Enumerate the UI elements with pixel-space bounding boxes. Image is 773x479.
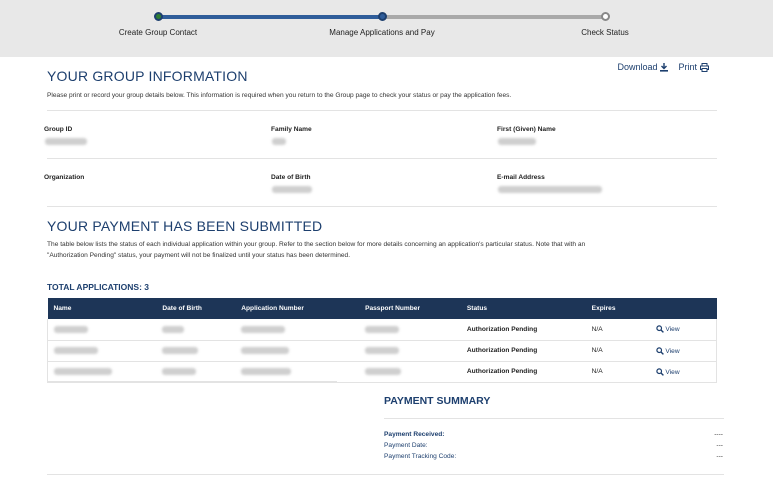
search-icon [656, 347, 664, 355]
divider [47, 474, 724, 475]
download-link[interactable] [617, 62, 668, 72]
column-header-passport-number: Passport Number [359, 298, 461, 319]
column-header-application-number: Application Number [235, 298, 359, 319]
applicant-name-redacted [48, 361, 157, 382]
application-expires: N/A [586, 361, 650, 382]
applicant-dob-redacted [156, 361, 235, 382]
application-number-redacted [235, 340, 359, 361]
view-application-link[interactable] [650, 319, 717, 340]
step-3-marker [601, 12, 610, 21]
first-name-label: First (Given) Name [497, 126, 556, 133]
step-1-marker [154, 12, 163, 21]
download-label: Download [617, 62, 658, 72]
payment-received-label: Payment Received: [384, 431, 445, 438]
table-row [48, 319, 717, 340]
step-label-create-group-contact: Create Group Contact [118, 28, 198, 37]
table-header-row [48, 298, 717, 319]
divider [47, 158, 717, 159]
application-number-redacted [235, 319, 359, 340]
passport-number-redacted [359, 319, 461, 340]
group-id-label: Group ID [44, 126, 73, 133]
application-status: Authorization Pending [461, 319, 586, 340]
payment-date-value: --- [716, 442, 723, 449]
passport-number-redacted [359, 340, 461, 361]
email-address-value-redacted [498, 186, 602, 193]
progress-track-completed [158, 15, 382, 19]
print-link[interactable] [678, 62, 709, 72]
table-row [48, 361, 717, 382]
step-label-check-status: Check Status [581, 28, 629, 37]
divider [47, 381, 337, 382]
step-label-manage-applications: Manage Applications and Pay [329, 28, 435, 37]
view-label: View [665, 326, 680, 333]
family-name-label: Family Name [271, 126, 312, 133]
divider [47, 206, 717, 207]
date-of-birth-label: Date of Birth [271, 174, 311, 181]
applicant-name-redacted [48, 319, 157, 340]
payment-summary-title: PAYMENT SUMMARY [384, 395, 491, 407]
payment-date-label: Payment Date: [384, 442, 428, 449]
column-header-expires: Expires [586, 298, 650, 319]
print-label: Print [678, 62, 697, 72]
search-icon [656, 368, 664, 376]
column-header-name: Name [48, 298, 157, 319]
column-header-actions [650, 298, 717, 319]
download-icon [660, 63, 668, 72]
family-name-value-redacted [272, 138, 286, 145]
email-address-label: E-mail Address [497, 174, 545, 181]
payment-submitted-description-line1: The table below lists the status of each individual application within your group. Refer to the section below for more details concerning an application's particular status. Note that with an [47, 241, 586, 248]
payment-submitted-title: YOUR PAYMENT HAS BEEN SUBMITTED [47, 218, 323, 234]
group-id-value-redacted [45, 138, 87, 145]
search-icon [656, 325, 664, 333]
divider [47, 110, 717, 111]
first-name-value-redacted [498, 138, 536, 145]
progress-tracker [0, 0, 773, 57]
table-row [48, 340, 717, 361]
passport-number-redacted [359, 361, 461, 382]
view-application-link[interactable] [650, 340, 717, 361]
total-applications-label: TOTAL APPLICATIONS: 3 [47, 282, 150, 292]
toolbar [617, 62, 709, 72]
column-header-status: Status [461, 298, 586, 319]
group-information-title: YOUR GROUP INFORMATION [47, 68, 248, 84]
applications-table [47, 298, 717, 383]
view-label: View [665, 368, 680, 376]
divider [384, 418, 724, 419]
date-of-birth-value-redacted [272, 186, 312, 193]
view-label: View [665, 347, 680, 355]
application-status: Authorization Pending [461, 361, 586, 382]
payment-tracking-code-value: --- [716, 453, 723, 460]
payment-submitted-description-line2: "Authorization Pending" status, your payment will not be finalized until your status has been determined. [47, 252, 351, 259]
applicant-name-redacted [48, 340, 157, 361]
application-expires: N/A [586, 319, 650, 340]
column-header-date-of-birth: Date of Birth [156, 298, 235, 319]
payment-received-value: ---- [714, 431, 723, 438]
application-status: Authorization Pending [461, 340, 586, 361]
applicant-dob-redacted [156, 340, 235, 361]
applicant-dob-redacted [156, 319, 235, 340]
group-information-description: Please print or record your group details below. This information is required when you return to the Group page to check your status or pay the application fees. [47, 92, 512, 99]
payment-tracking-code-label: Payment Tracking Code: [384, 453, 457, 460]
step-2-marker [378, 12, 387, 21]
view-application-link[interactable] [650, 361, 717, 382]
application-expires: N/A [586, 340, 650, 361]
organization-label: Organization [44, 174, 85, 181]
application-number-redacted [235, 361, 359, 382]
print-icon [700, 63, 709, 72]
